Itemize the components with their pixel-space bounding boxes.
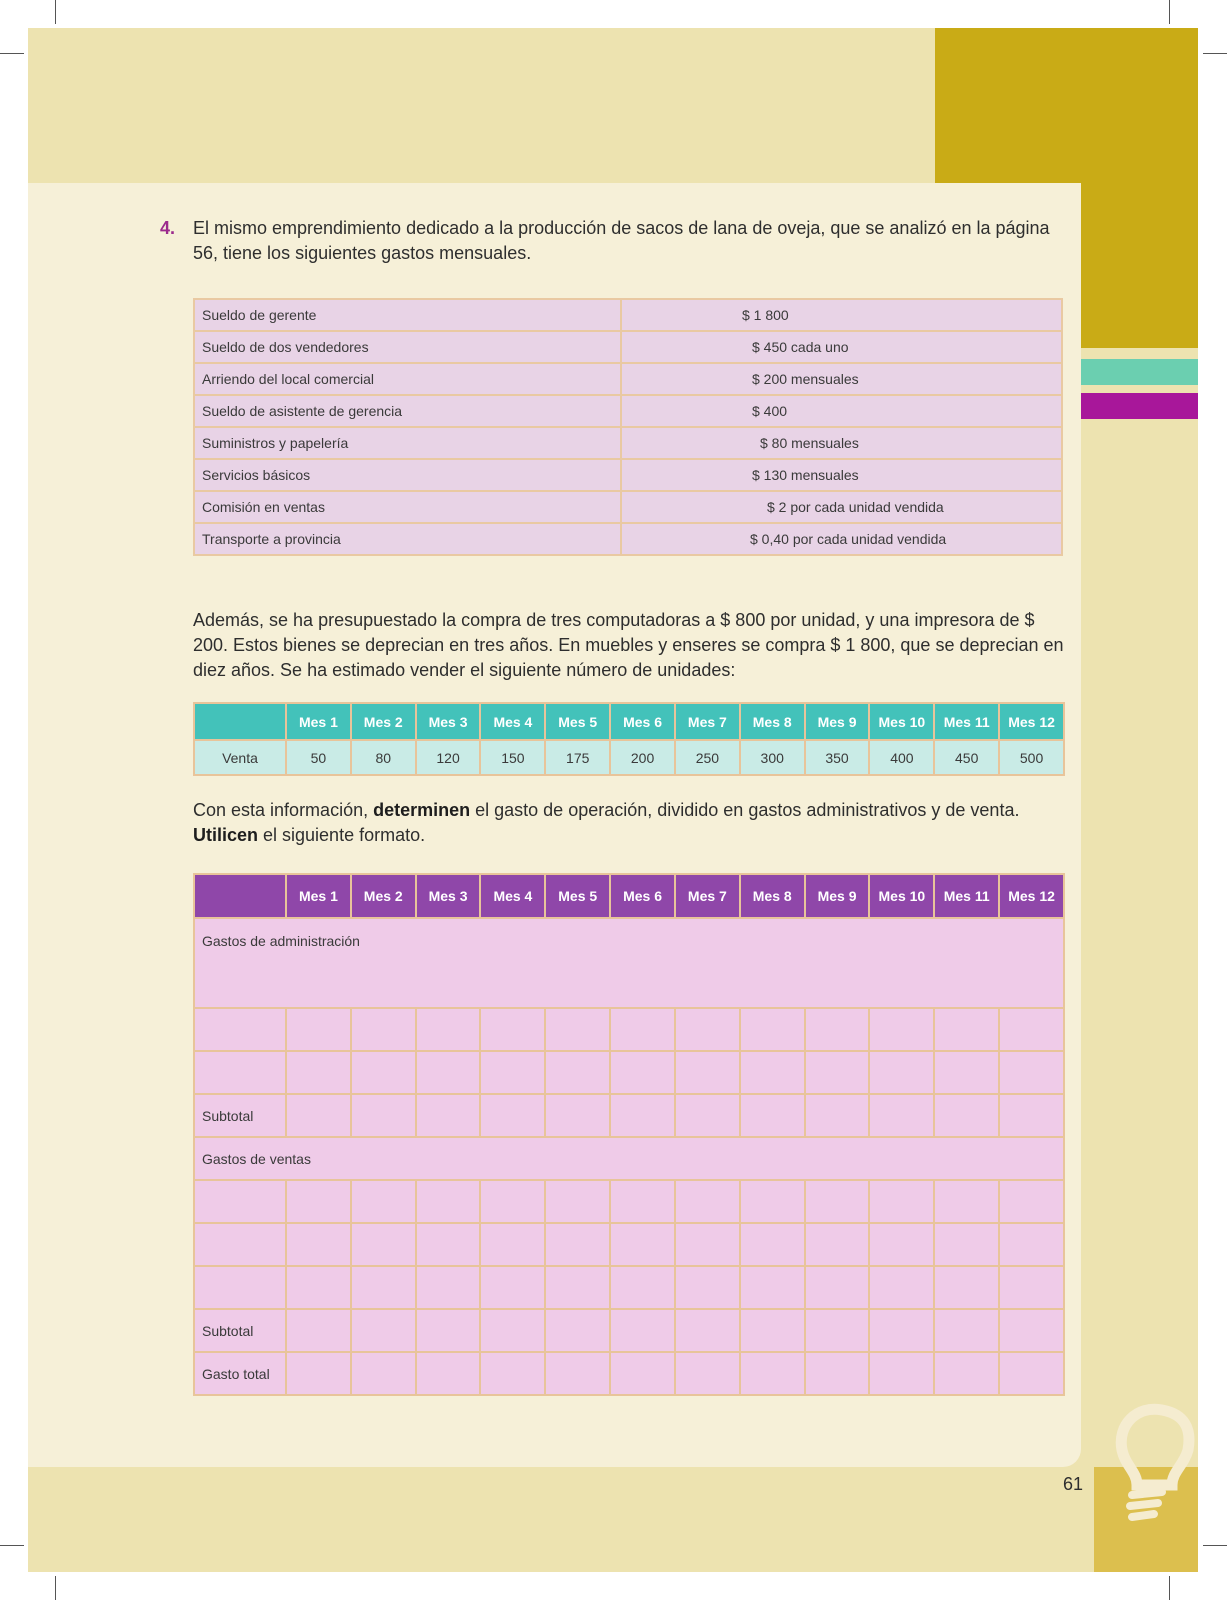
blank-cell[interactable]: [934, 1352, 999, 1395]
blank-cell[interactable]: [416, 1094, 481, 1137]
blank-cell[interactable]: [934, 1051, 999, 1094]
blank-cell[interactable]: [869, 1352, 934, 1395]
month-header: Mes 4: [480, 703, 545, 740]
month-header: Mes 10: [869, 874, 934, 918]
blank-cell[interactable]: [545, 1051, 610, 1094]
blank-cell[interactable]: [934, 1223, 999, 1266]
blank-cell[interactable]: [351, 1266, 416, 1309]
instruction-bold: Utilicen: [193, 825, 259, 845]
depreciation-paragraph: Además, se ha presupuestado la compra de tres computadoras a $ 800 por unidad, y una impresora de $ 200. Estos bienes se deprecian en tres años. En muebles y enseres se compra $ 1 800, que se deprecian en diez años. Se ha estimado vender el siguiente número de unidades:: [193, 610, 1064, 680]
blank-cell[interactable]: [416, 1266, 481, 1309]
total-row: [194, 1352, 1064, 1395]
month-header: Mes 5: [545, 874, 610, 918]
month-header: Mes 4: [480, 874, 545, 918]
row-label: Subtotal: [194, 1309, 286, 1352]
blank-cell[interactable]: [610, 1180, 675, 1223]
blank-cell[interactable]: [416, 1051, 481, 1094]
blank-cell[interactable]: [480, 1094, 545, 1137]
page-number: 61: [1063, 1474, 1084, 1494]
blank-cell[interactable]: [740, 1180, 805, 1223]
month-header: Mes 5: [545, 703, 610, 740]
blank-cell[interactable]: [675, 1180, 740, 1223]
task-statement: [160, 216, 1070, 266]
blank-cell[interactable]: [675, 1008, 740, 1051]
blank-cell[interactable]: [351, 1008, 416, 1051]
blank-cell[interactable]: [286, 1094, 351, 1137]
blank-cell[interactable]: [740, 1223, 805, 1266]
instruction-text: el gasto de operación, dividido en gastos administrativos y de venta.: [470, 800, 1020, 820]
expense-row: [194, 299, 1062, 331]
blank-cell[interactable]: [545, 1309, 610, 1352]
expense-item: Comisión en ventas: [194, 491, 621, 523]
crop-mark: [1169, 1576, 1170, 1600]
corner-header-cell: [194, 703, 286, 740]
blank-cell[interactable]: [545, 1180, 610, 1223]
blank-cell[interactable]: [351, 1094, 416, 1137]
blank-cell[interactable]: [416, 1309, 481, 1352]
month-header: Mes 9: [805, 703, 870, 740]
row-label: Gasto total: [194, 1352, 286, 1395]
blank-cell[interactable]: [805, 1008, 870, 1051]
blank-cell[interactable]: [740, 1094, 805, 1137]
blank-cell[interactable]: [934, 1094, 999, 1137]
blank-cell[interactable]: [805, 1309, 870, 1352]
crop-mark: [0, 53, 24, 54]
month-header: Mes 2: [351, 874, 416, 918]
expense-item: Arriendo del local comercial: [194, 363, 621, 395]
month-header: Mes 9: [805, 874, 870, 918]
expense-amount: $ 2 por cada unidad vendida: [767, 499, 944, 515]
blank-cell[interactable]: [351, 1352, 416, 1395]
subtotal-row: [194, 1094, 1064, 1137]
expense-amount-cell: [621, 459, 1062, 491]
expense-item: Sueldo de gerente: [194, 299, 621, 331]
section-row: [194, 1137, 1064, 1180]
month-header: Mes 1: [286, 703, 351, 740]
instruction-text: Con esta información,: [193, 800, 374, 820]
expense-amount: $ 130 mensuales: [752, 467, 859, 483]
blank-cell[interactable]: [869, 1180, 934, 1223]
sales-value: 150: [480, 740, 545, 775]
month-header: Mes 7: [675, 703, 740, 740]
blank-cell[interactable]: [869, 1094, 934, 1137]
blank-cell[interactable]: [999, 1094, 1064, 1137]
blank-cell[interactable]: [805, 1051, 870, 1094]
expense-amount-cell: [621, 523, 1062, 555]
expense-amount-cell: [621, 395, 1062, 427]
sales-value: 500: [999, 740, 1064, 775]
expense-amount: $ 400: [752, 403, 788, 419]
blank-cell[interactable]: [545, 1266, 610, 1309]
blank-cell[interactable]: [480, 1051, 545, 1094]
blank-cell[interactable]: [480, 1309, 545, 1352]
blank-cell[interactable]: [416, 1223, 481, 1266]
blank-cell[interactable]: [610, 1223, 675, 1266]
blank-row: [194, 1223, 1064, 1266]
crop-mark: [55, 0, 56, 24]
blank-cell[interactable]: [480, 1223, 545, 1266]
blank-cell[interactable]: [545, 1008, 610, 1051]
blank-cell[interactable]: [480, 1352, 545, 1395]
blank-cell[interactable]: [416, 1008, 481, 1051]
blank-cell[interactable]: [194, 1180, 286, 1223]
blank-cell[interactable]: [675, 1309, 740, 1352]
sales-value: 250: [675, 740, 740, 775]
operating-expense-format-table: [193, 873, 1065, 1396]
blank-cell[interactable]: [194, 1223, 286, 1266]
blank-cell[interactable]: [805, 1223, 870, 1266]
expense-row: [194, 459, 1062, 491]
expenses-table: [193, 298, 1063, 556]
sales-value: 350: [805, 740, 870, 775]
blank-row: [194, 1266, 1064, 1309]
month-header: Mes 2: [351, 703, 416, 740]
blank-cell[interactable]: [740, 1051, 805, 1094]
blank-cell[interactable]: [675, 1266, 740, 1309]
month-header: Mes 11: [934, 874, 999, 918]
blank-cell[interactable]: [286, 1180, 351, 1223]
blank-cell[interactable]: [805, 1352, 870, 1395]
blank-cell[interactable]: [610, 1094, 675, 1137]
blank-cell[interactable]: [805, 1266, 870, 1309]
task-text: El mismo emprendimiento dedicado a la producción de sacos de lana de oveja, que se analizó en la página 56, tiene los siguientes gastos mensuales.: [193, 218, 1050, 263]
blank-cell[interactable]: [740, 1309, 805, 1352]
month-header: Mes 6: [610, 874, 675, 918]
sales-value: 450: [934, 740, 999, 775]
expense-item: Sueldo de asistente de gerencia: [194, 395, 621, 427]
blank-cell[interactable]: [869, 1008, 934, 1051]
expense-row: [194, 523, 1062, 555]
expense-amount: $ 1 800: [742, 307, 789, 323]
blank-cell[interactable]: [286, 1352, 351, 1395]
expense-amount: $ 200 mensuales: [752, 371, 859, 387]
blank-cell[interactable]: [675, 1352, 740, 1395]
sales-value: 80: [351, 740, 416, 775]
magenta-tab: [1081, 393, 1198, 419]
blank-cell[interactable]: [351, 1180, 416, 1223]
teal-tab: [1081, 359, 1198, 385]
blank-cell[interactable]: [286, 1309, 351, 1352]
blank-cell[interactable]: [869, 1051, 934, 1094]
expense-amount: $ 0,40 por cada unidad vendida: [750, 531, 947, 547]
blank-cell[interactable]: [545, 1352, 610, 1395]
blank-cell[interactable]: [934, 1266, 999, 1309]
expense-item: Servicios básicos: [194, 459, 621, 491]
month-header: Mes 11: [934, 703, 999, 740]
blank-cell[interactable]: [999, 1180, 1064, 1223]
blank-cell[interactable]: [869, 1223, 934, 1266]
blank-cell[interactable]: [999, 1309, 1064, 1352]
blank-cell[interactable]: [610, 1051, 675, 1094]
blank-cell[interactable]: [610, 1266, 675, 1309]
section-label: Gastos de administración: [194, 918, 1064, 1008]
blank-cell[interactable]: [610, 1008, 675, 1051]
blank-row: [194, 1051, 1064, 1094]
crop-mark: [0, 1545, 24, 1546]
sales-value: 400: [869, 740, 934, 775]
sales-value: 175: [545, 740, 610, 775]
expense-item: Sueldo de dos vendedores: [194, 331, 621, 363]
blank-cell[interactable]: [675, 1223, 740, 1266]
expense-row: [194, 395, 1062, 427]
blank-cell[interactable]: [545, 1223, 610, 1266]
lightbulb-icon: [1092, 1400, 1202, 1540]
blank-cell[interactable]: [805, 1180, 870, 1223]
expense-item: Suministros y papelería: [194, 427, 621, 459]
sales-value: 120: [416, 740, 481, 775]
expense-amount: $ 80 mensuales: [760, 435, 859, 451]
month-header: Mes 3: [416, 874, 481, 918]
blank-cell[interactable]: [286, 1008, 351, 1051]
blank-cell[interactable]: [740, 1266, 805, 1309]
month-header: Mes 1: [286, 874, 351, 918]
blank-cell[interactable]: [999, 1266, 1064, 1309]
blank-cell[interactable]: [740, 1008, 805, 1051]
corner-header-cell: [194, 874, 286, 918]
blank-cell[interactable]: [869, 1309, 934, 1352]
instruction-text: el siguiente formato.: [258, 825, 426, 845]
blank-cell[interactable]: [999, 1051, 1064, 1094]
blank-cell[interactable]: [194, 1266, 286, 1309]
section-label: Gastos de ventas: [194, 1137, 1064, 1180]
blank-cell[interactable]: [480, 1008, 545, 1051]
blank-cell[interactable]: [351, 1223, 416, 1266]
month-header: Mes 3: [416, 703, 481, 740]
expense-amount-cell: [621, 363, 1062, 395]
month-header: Mes 8: [740, 874, 805, 918]
month-header: Mes 8: [740, 703, 805, 740]
expense-amount-cell: [621, 427, 1062, 459]
blank-cell[interactable]: [480, 1180, 545, 1223]
crop-mark: [1203, 53, 1227, 54]
crop-mark: [1203, 1545, 1227, 1546]
instruction-bold: determinen: [373, 800, 471, 820]
blank-cell[interactable]: [194, 1051, 286, 1094]
expense-row: [194, 363, 1062, 395]
blank-cell[interactable]: [351, 1051, 416, 1094]
instruction-paragraph: [193, 798, 1073, 848]
blank-cell[interactable]: [416, 1352, 481, 1395]
expense-amount-cell: [621, 331, 1062, 363]
blank-cell[interactable]: [869, 1266, 934, 1309]
blank-cell[interactable]: [286, 1051, 351, 1094]
crop-mark: [55, 1576, 56, 1600]
blank-cell[interactable]: [286, 1266, 351, 1309]
blank-cell[interactable]: [805, 1094, 870, 1137]
expense-amount-cell: [621, 299, 1062, 331]
month-header: Mes 12: [999, 874, 1064, 918]
blank-cell[interactable]: [934, 1309, 999, 1352]
blank-cell[interactable]: [999, 1352, 1064, 1395]
crop-mark: [1169, 0, 1170, 24]
expense-item: Transporte a provincia: [194, 523, 621, 555]
blank-cell[interactable]: [194, 1008, 286, 1051]
expense-row: [194, 427, 1062, 459]
expense-amount: $ 450 cada uno: [752, 339, 849, 355]
blank-cell[interactable]: [999, 1223, 1064, 1266]
blank-row: [194, 1008, 1064, 1051]
blank-cell[interactable]: [610, 1352, 675, 1395]
blank-cell[interactable]: [351, 1309, 416, 1352]
blank-cell[interactable]: [740, 1352, 805, 1395]
blank-cell[interactable]: [545, 1094, 610, 1137]
sales-row-label: Venta: [194, 740, 286, 775]
row-label: Subtotal: [194, 1094, 286, 1137]
blank-row: [194, 1180, 1064, 1223]
task-number: 4.: [160, 218, 176, 238]
month-header: Mes 6: [610, 703, 675, 740]
blank-cell[interactable]: [416, 1180, 481, 1223]
sales-value: 50: [286, 740, 351, 775]
month-header: Mes 7: [675, 874, 740, 918]
month-header: Mes 10: [869, 703, 934, 740]
expense-amount-cell: [621, 491, 1062, 523]
subtotal-row: [194, 1309, 1064, 1352]
expense-row: [194, 491, 1062, 523]
expense-row: [194, 331, 1062, 363]
sales-value: 200: [610, 740, 675, 775]
sales-forecast-table: [193, 702, 1065, 776]
blank-cell[interactable]: [675, 1051, 740, 1094]
sales-value: 300: [740, 740, 805, 775]
blank-cell[interactable]: [480, 1266, 545, 1309]
blank-cell[interactable]: [286, 1223, 351, 1266]
blank-cell[interactable]: [934, 1180, 999, 1223]
blank-cell[interactable]: [675, 1094, 740, 1137]
section-row: [194, 918, 1064, 1008]
month-header: Mes 12: [999, 703, 1064, 740]
blank-cell[interactable]: [934, 1008, 999, 1051]
blank-cell[interactable]: [610, 1309, 675, 1352]
blank-cell[interactable]: [999, 1008, 1064, 1051]
